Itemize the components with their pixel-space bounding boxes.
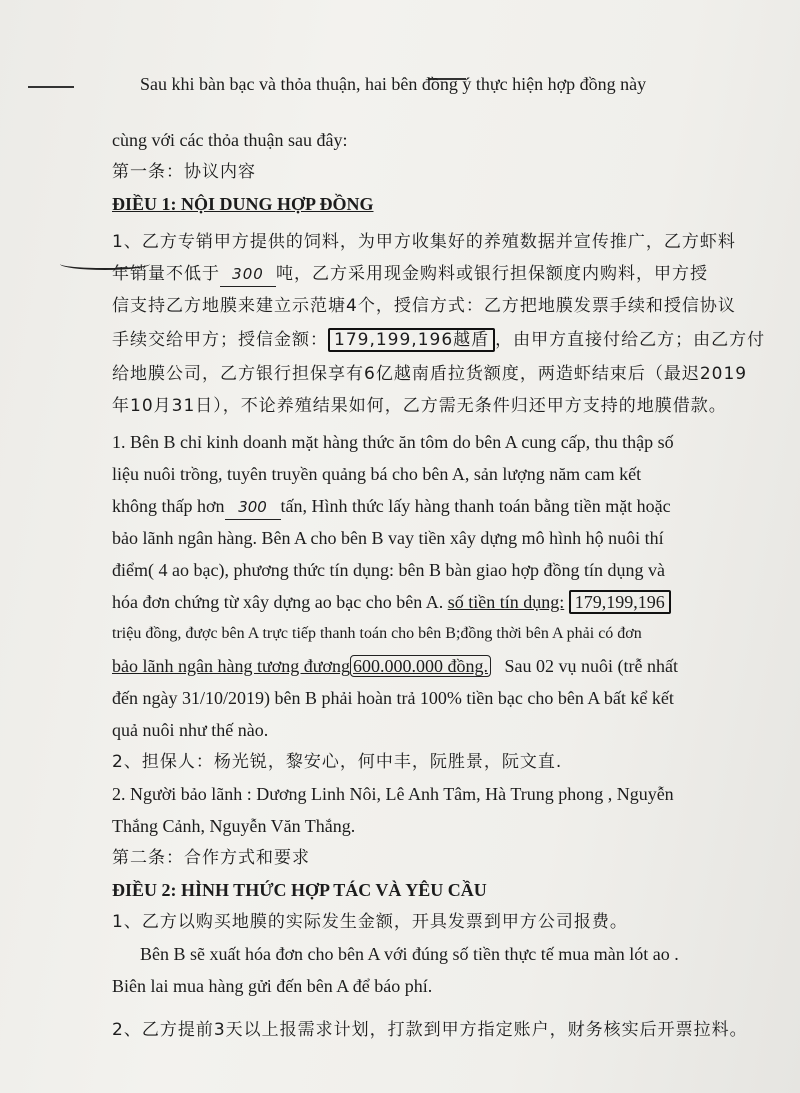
- vn-guarantors-line-1: 2. Người bảo lãnh : Dương Linh Nôi, Lê Anh Tâm, Hà Trung phong , Nguyễn: [112, 784, 674, 804]
- vn-guarantors-line-2: Thắng Cảnh, Nguyễn Văn Thắng.: [112, 816, 356, 836]
- article-1-vn-title: ĐIỀU 1: NỘI DUNG HỢP ĐỒNG: [112, 194, 374, 214]
- vn-para-1-line-8: bảo lãnh ngân hàng tương đương 600.000.000 đồng. Sau 02 vụ nuôi (trễ nhất: [112, 656, 678, 676]
- cn-para-2-1: 1、乙方以购买地膜的实际发生金额，开具发票到甲方公司报费。: [112, 912, 628, 932]
- boxed-amount: 179,199,196越盾: [328, 328, 495, 352]
- handwritten-amount: 300: [225, 495, 281, 520]
- cn-para-1-line-2: 年销量不低于 300 吨，乙方采用现金购料或银行担保额度内购料，甲方授: [112, 262, 752, 287]
- vn-para-1-line-1: 1. Bên B chỉ kinh doanh mặt hàng thức ăn tôm do bên A cung cấp, thu thập số: [112, 432, 674, 452]
- circled-amount: 600.000.000 đồng.: [350, 655, 491, 677]
- cn-para-2-2: 2、乙方提前3天以上报需求计划，打款到甲方指定账户，财务核实后开票拉料。: [112, 1020, 748, 1040]
- boxed-amount: 179,199,196: [569, 590, 671, 614]
- article-1-cn-title: 第一条：协议内容: [112, 162, 256, 182]
- cn-para-1-line-6: 年10月31日），不论养殖结果如何，乙方需无条件归还甲方支持的地膜借款。: [112, 396, 727, 416]
- vn-para-1-line-10: quả nuôi như thế nào.: [112, 720, 269, 740]
- cn-para-1-line-4: 手续交给甲方；授信金额： 179,199,196越盾 ，由甲方直接付给乙方；由乙方付: [112, 330, 766, 350]
- vn-para-2-1-line-2: Biên lai mua hàng gửi đến bên A để báo phí.: [112, 976, 433, 996]
- cn-para-1-line-5: 给地膜公司，乙方银行担保享有6亿越南盾拉货额度，两造虾结束后（最迟2019: [112, 364, 748, 384]
- handwritten-amount: 300: [220, 262, 276, 287]
- vn-para-1-line-9: đến ngày 31/10/2019) bên B phải hoàn trả 100% tiền bạc cho bên A bất kể kết: [112, 688, 674, 708]
- cn-para-1-line-3: 信支持乙方地膜来建立示范塘4个，授信方式：乙方把地膜发票手续和授信协议: [112, 296, 736, 316]
- cn-para-1-line-1: 1、乙方专销甲方提供的饲料，为甲方收集好的养殖数据并宣传推广，乙方虾料: [112, 232, 736, 252]
- intro-line-2: cùng với các thỏa thuận sau đây:: [112, 130, 348, 150]
- article-2-cn-title: 第二条：合作方式和要求: [112, 848, 310, 868]
- cn-guarantors: 2、担保人：杨光锐，黎安心，何中丰，阮胜景，阮文直.: [112, 752, 563, 772]
- article-2-vn-title: ĐIỀU 2: HÌNH THỨC HỢP TÁC VÀ YÊU CẦU: [112, 880, 487, 900]
- margin-stroke: [28, 86, 74, 88]
- vn-para-1-line-2: liệu nuôi trồng, tuyên truyền quảng bá cho bên A, sản lượng năm cam kết: [112, 464, 642, 484]
- vn-para-2-1-line-1: Bên B sẽ xuất hóa đơn cho bên A với đúng số tiền thực tế mua màn lót ao .: [140, 944, 679, 964]
- vn-para-1-line-7: triệu đồng, được bên A trực tiếp thanh toán cho bên B;đồng thời bên A phải có đơn: [112, 625, 642, 642]
- vn-para-1-line-4: bảo lãnh ngân hàng. Bên A cho bên B vay tiền xây dựng mô hình hộ nuôi thí: [112, 528, 664, 548]
- intro-line-1: Sau khi bàn bạc và thỏa thuận, hai bên đồng ý thực hiện hợp đồng này: [140, 74, 647, 94]
- vn-para-1-line-6: hóa đơn chứng từ xây dựng ao bạc cho bên A. số tiền tín dụng: 179,199,196: [112, 590, 752, 614]
- vn-para-1-line-3: không thấp hơn 300 tấn, Hình thức lấy hàng thanh toán bằng tiền mặt hoặc: [112, 494, 752, 520]
- vn-para-1-line-5: điểm( 4 ao bạc), phương thức tín dụng: bên B bàn giao hợp đồng tín dụng và: [112, 560, 665, 580]
